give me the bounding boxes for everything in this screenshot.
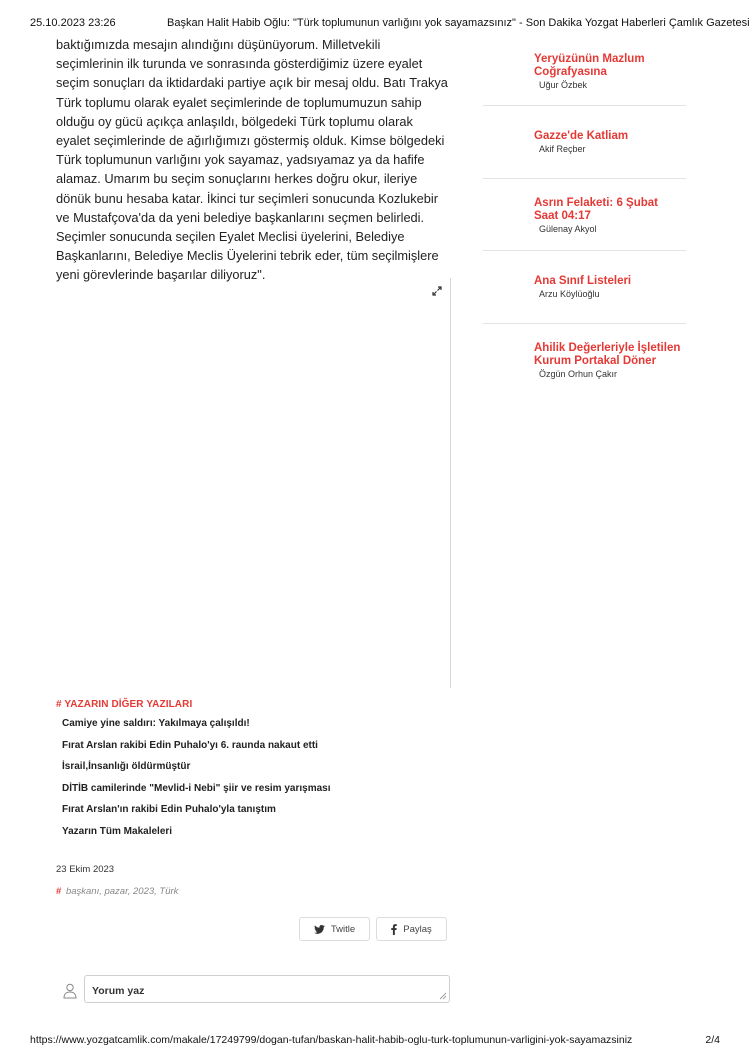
sidebar-item-author: Gülenay Akyol xyxy=(539,224,597,234)
sidebar-item-title[interactable]: Asrın Felaketi: 6 Şubat Saat 04:17 xyxy=(534,197,658,222)
other-article-link[interactable]: İsrail,İnsanlığı öldürmüştür xyxy=(62,761,191,773)
sidebar-item-title[interactable]: Ana Sınıf Listeleri xyxy=(534,275,632,287)
other-articles-heading: # YAZARIN DİĞER YAZILARI xyxy=(56,699,193,710)
tags-hash: # xyxy=(56,886,62,897)
sidebar-item-title[interactable]: Yeryüzünün Mazlum Coğrafyasına xyxy=(534,53,645,78)
tags-list[interactable]: başkanı, pazar, 2023, Türk xyxy=(65,886,179,897)
print-page-number: 2/4 xyxy=(705,1034,720,1046)
other-article-link[interactable]: Fırat Arslan rakibi Edin Puhalo'yı 6. raunda nakaut etti xyxy=(62,739,318,751)
facebook-share-button[interactable] xyxy=(376,917,447,941)
all-articles-link[interactable]: Yazarın Tüm Makaleleri xyxy=(62,825,173,837)
facebook-share-label: Paylaş xyxy=(403,923,432,935)
sidebar-item-author: Akif Reçber xyxy=(539,144,586,154)
facebook-icon xyxy=(391,924,397,935)
sidebar-item-author: Uğur Özbek xyxy=(539,80,588,90)
other-article-link[interactable]: DİTİB camilerinde "Mevlid-i Nebi" şiir ve resim yarışması xyxy=(62,782,331,794)
sidebar-item-title[interactable]: Ahilik Değerleriyle İşletilen Kurum Portakal Döner xyxy=(534,342,681,367)
print-page-title: Başkan Halit Habib Oğlu: "Türk toplumunun varlığını yok sayamazsınız" - Son Dakika Yozgat Haberleri Çamlık Gazetesi xyxy=(167,17,750,29)
expand-icon[interactable] xyxy=(432,286,442,296)
tags-line xyxy=(56,886,178,897)
sidebar-item[interactable] xyxy=(483,251,686,324)
sidebar-item[interactable] xyxy=(483,179,686,251)
twitter-share-button[interactable] xyxy=(299,917,370,941)
sidebar-item-author: Arzu Köylüoğlu xyxy=(539,289,600,299)
sidebar-item[interactable] xyxy=(483,48,686,106)
sidebar-item-title[interactable]: Gazze'de Katliam xyxy=(534,130,629,142)
article-body: baktığımızda mesajın alındığını düşünüyorum. Milletvekili seçimlerinin ilk turunda ve sonrasında gösterdiğimiz üzere eyalet seçim sonuçları da iktidardaki partiye açık bir mesaj oldu. Batı Trakya Türk toplumu olarak eyalet seçimlerinde de toplumumuzun sahip olduğu oy gücü açıkça anlaşıldı, bölgedeki Türk toplumu olarak eyalet seçimlerinde de ağırlığımızı göstermiş olduk. Kimse bölgedeki Türk toplumunun varlığını yok sayamaz, yadsıyamaz ya da hafife alamaz. Umarım bu seçim sonuçlarını herkes doğru okur, ileriye dönük bunu hesaba katar. İkinci tur seçimleri sonucunda Kozlukebir ve Mustafçova'da da yeni belediye başkanlarını seçmen belirledi. Seçimler sonucunda seçilen Eyalet Meclisi üyelerini, Belediye Başkanlarını, Belediye Meclis Üyelerini tebrik eder, tüm seçilmişlere yeni görevlerinde başarılar diliyoruz". xyxy=(56,37,448,283)
twitter-icon xyxy=(314,925,325,934)
other-article-link[interactable]: Camiye yine saldırı: Yakılmaya çalışıldı! xyxy=(62,718,250,729)
embed-divider xyxy=(450,278,451,688)
sidebar-article-list xyxy=(483,48,686,384)
print-header xyxy=(30,17,750,33)
sidebar-item-author: Özgün Orhun Çakır xyxy=(539,369,618,379)
other-articles-list xyxy=(62,717,442,847)
twitter-share-label: Twitle xyxy=(330,923,356,935)
sidebar-item[interactable] xyxy=(483,106,686,179)
other-article-link[interactable]: Fırat Arslan'ın rakibi Edin Puhalo'yla tanıştım xyxy=(62,804,276,816)
comment-input[interactable] xyxy=(84,975,450,1003)
sidebar-item[interactable] xyxy=(483,324,686,384)
comment-placeholder: Yorum yaz xyxy=(92,985,145,997)
embed-area xyxy=(56,278,451,688)
print-url: https://www.yozgatcamlik.com/makale/17249799/dogan-tufan/baskan-halit-habib-oglu-turk-toplumunun-varligini-yok-sayamazsiniz xyxy=(30,1034,633,1046)
print-timestamp: 25.10.2023 23:26 xyxy=(30,17,116,29)
print-footer xyxy=(30,1034,720,1050)
publish-date: 23 Ekim 2023 xyxy=(56,864,115,875)
resize-handle-icon[interactable] xyxy=(439,992,447,1000)
user-icon xyxy=(63,983,77,999)
